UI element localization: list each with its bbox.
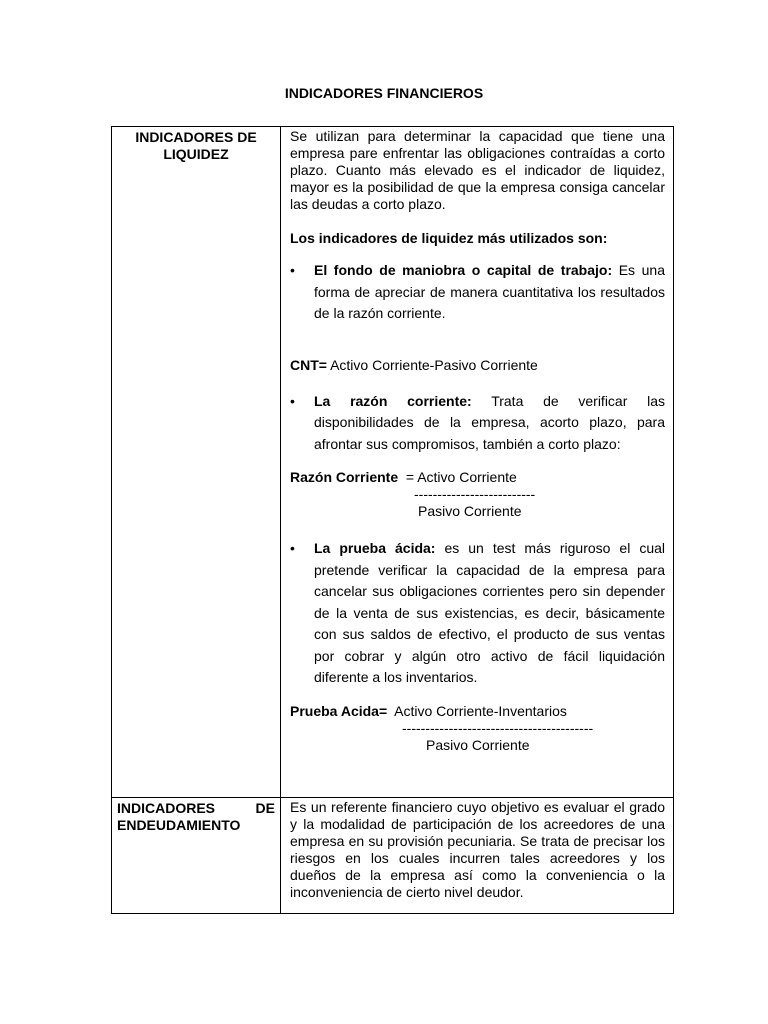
formula-divider: -------------------------- — [414, 486, 536, 502]
bullet-term: La razón corriente: — [314, 392, 472, 409]
table-row — [112, 127, 674, 798]
row-label: INDICADORES DE ENDEUDAMIENTO — [117, 800, 275, 833]
formula-text: Activo Corriente-Pasivo Corriente — [326, 356, 538, 373]
formula-term: Prueba Acida= — [290, 702, 388, 719]
row-content-cell — [281, 798, 674, 914]
row-content-cell — [281, 127, 674, 798]
row-label: INDICADORES DE LIQUIDEZ — [135, 129, 257, 162]
table-row — [112, 798, 674, 914]
bullet-text: es un test más riguroso el cual pretende verificar la capacidad de la empresa para cancelar sus obligaciones corrientes pero sin depender de la venta de sus existencias, es decir, básicamente con sus saldos de efectivo, el producto de sus ventas por cobrar y algún otro activo de fácil liquidación diferente a los inventarios. — [314, 540, 665, 685]
formula-term: CNT= — [290, 356, 327, 373]
formula-denominator: Pasivo Corriente — [426, 736, 530, 753]
formula-prueba-acida — [290, 703, 665, 754]
indicators-table — [111, 126, 674, 914]
formula-razon-corriente — [290, 469, 665, 520]
formula-numerator: = Activo Corriente — [398, 469, 517, 485]
liquidity-intro: Se utilizan para determinar la capacidad que tiene una empresa pare enfrentar las obligaciones contraídas a corto plazo. Cuanto más elevado es el indicador de liquidez, mayor es la posibilidad de que la empresa consiga cancelar las deudas a corto plazo. — [290, 128, 665, 212]
formula-term: Razón Corriente — [290, 469, 399, 485]
list-heading: Los indicadores de liquidez más utilizados son: — [290, 230, 608, 246]
formula-denominator: Pasivo Corriente — [418, 503, 522, 519]
bullet-icon: • — [290, 540, 295, 556]
formula-numerator: Activo Corriente-Inventarios — [387, 702, 567, 719]
bullet-icon: • — [290, 392, 295, 409]
bullet-term: La prueba ácida: — [314, 540, 436, 556]
formula-cnt — [290, 357, 665, 373]
document-title: INDICADORES FINANCIEROS — [284, 85, 484, 101]
bullet-term: El fondo de maniobra o capital de trabajo: — [314, 262, 613, 278]
list-item — [290, 391, 665, 456]
list-item — [290, 260, 665, 325]
bullet-text: Trata de verificar las disponibilidades de la empresa, acorto plazo, para afrontar sus compromisos, también a corto plazo: — [314, 392, 666, 452]
indebtedness-text: Es un referente financiero cuyo objetivo es evaluar el grado y la modalidad de participación de los acreedores de una empresa en su provisión pecuniaria. Se trata de precisar los riesgos en los cuales incurren tales acreedores y los dueños de la empresa así como la conveniencia o la inconveniencia de cierto nivel deudor. — [290, 799, 665, 900]
formula-divider: ----------------------------------------- — [402, 719, 594, 736]
row-label-cell — [112, 798, 281, 914]
row-label-cell — [112, 127, 281, 798]
bullet-text: Es una forma de apreciar de manera cuantitativa los resultados de la razón corriente. — [314, 262, 665, 321]
list-item — [290, 538, 665, 689]
bullet-icon: • — [290, 262, 295, 278]
